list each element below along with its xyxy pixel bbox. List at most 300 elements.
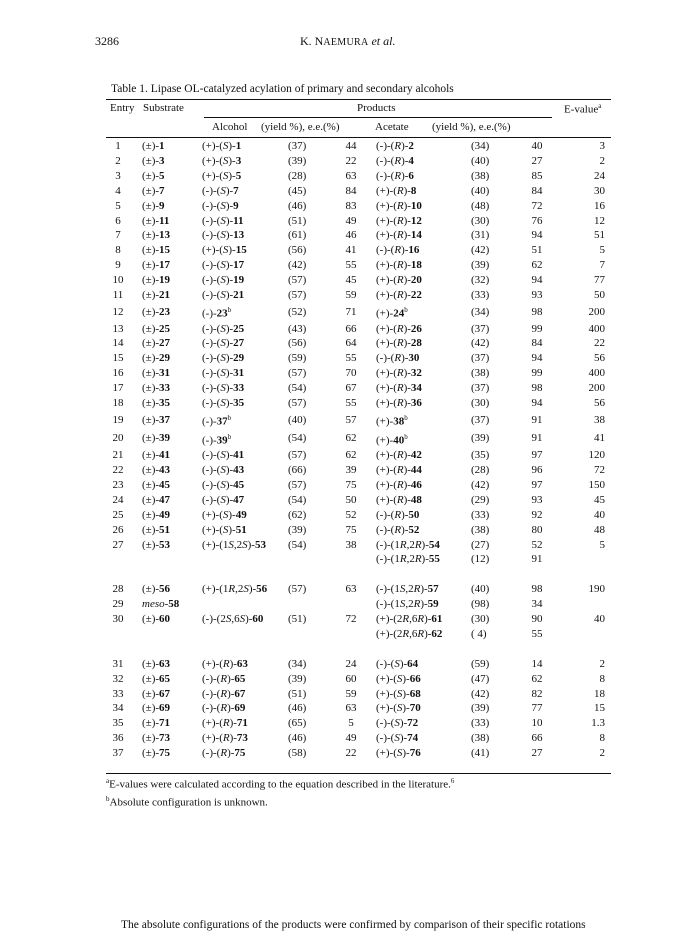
- alcohol-yield-cell: (37): [288, 140, 307, 152]
- substrate-cell: (±)-21: [142, 289, 171, 302]
- acetate-cell: $(+)-40^b$: [376, 432, 408, 447]
- acetate-yield-cell: (98): [471, 598, 490, 611]
- alcohol-yield-cell: (52): [288, 305, 307, 318]
- alcohol-cell: [202, 552, 288, 567]
- alcohol-cell: [202, 627, 288, 642]
- alcohol-yield-cell: (54): [288, 493, 307, 506]
- alcohol-ee-cell: 59: [345, 687, 357, 700]
- alcohol-cell: (-)-(S)-11: [202, 214, 244, 227]
- alcohol-cell: (-)-(R)-69: [202, 702, 246, 715]
- alcohol-yield-cell: (39): [288, 154, 307, 167]
- acetate-cell: (+)-(R)-18: [376, 259, 422, 272]
- alcohol-cell: (-)-(R)-75: [202, 747, 246, 760]
- evalue-cell: 2: [599, 154, 605, 167]
- alcohol-yield-cell: (39): [288, 672, 307, 685]
- acetate-cell: (-)-(1S,2R)-59: [376, 598, 439, 611]
- acetate-cell: (+)-(R)-44: [376, 464, 422, 476]
- alcohol-cell: (+)-(S)-1: [202, 140, 242, 152]
- acetate-cell: (-)-(S)-72: [376, 717, 419, 730]
- acetate-ee-cell: 82: [531, 687, 543, 700]
- evalue-cell: 190: [588, 583, 605, 596]
- entry-cell: 32: [112, 672, 124, 685]
- alcohol-cell: (+)-(S)-3: [202, 154, 242, 167]
- acetate-yield-cell: (38): [471, 169, 490, 182]
- substrate-cell: (±)-15: [142, 244, 171, 257]
- alcohol-ee-cell: 5: [348, 717, 354, 730]
- substrate-cell: (±)-17: [142, 259, 171, 272]
- alcohol-cell: (-)-(S)-41: [202, 449, 245, 462]
- alcohol-ee-cell: 55: [345, 397, 357, 410]
- acetate-ee-cell: 40: [531, 140, 543, 152]
- entry-cell: 30: [112, 613, 124, 626]
- alcohol-yield-cell: (46): [288, 732, 307, 745]
- header-acetate-yield-ee: (yield %), e.e.(%): [432, 121, 511, 133]
- evalue-cell: 400: [588, 322, 605, 335]
- alcohol-cell: (-)-(S)-29: [202, 352, 245, 365]
- acetate-cell: (+)-(R)-22: [376, 289, 422, 302]
- acetate-ee-cell: 90: [531, 613, 543, 626]
- header-acetate: Acetate: [375, 121, 409, 133]
- alcohol-cell: (-)-(S)-33: [202, 382, 245, 395]
- evalue-cell: 41: [594, 432, 605, 445]
- table-row: [106, 463, 611, 478]
- evalue-cell: 2: [599, 657, 605, 670]
- footnote-a-ref: 6: [450, 777, 455, 785]
- evalue-cell: 5: [599, 244, 605, 257]
- running-head-etal: et al.: [368, 34, 396, 48]
- entry-cell: 5: [115, 199, 121, 212]
- acetate-yield-cell: (42): [471, 478, 490, 491]
- table-row: [106, 411, 611, 430]
- entry-cell: 17: [112, 382, 124, 395]
- alcohol-yield-cell: [288, 552, 330, 567]
- acetate-ee-cell: 93: [531, 493, 543, 506]
- evalue-cell: 56: [594, 397, 605, 410]
- alcohol-cell: (-)-(S)-47: [202, 493, 245, 506]
- acetate-cell: (-)-(S)-74: [376, 732, 419, 745]
- evalue-cell: 24: [594, 169, 605, 182]
- acetate-cell: (+)-(R)-12: [376, 214, 422, 227]
- acetate-cell: (+)-(R)-28: [376, 337, 422, 350]
- acetate-ee-cell: 80: [531, 523, 543, 536]
- alcohol-ee-cell: 66: [345, 322, 357, 335]
- substrate-cell: meso-58: [142, 598, 180, 611]
- entry-cell: 23: [112, 478, 124, 491]
- acetate-yield-cell: (28): [471, 464, 490, 476]
- alcohol-yield-cell: (61): [288, 229, 307, 242]
- acetate-ee-cell: 98: [531, 583, 543, 596]
- alcohol-ee-cell: 41: [345, 244, 357, 257]
- alcohol-ee-cell: 64: [345, 337, 357, 350]
- substrate-cell: (±)-39: [142, 432, 171, 445]
- entry-cell: 26: [112, 523, 124, 536]
- alcohol-yield-cell: (54): [288, 538, 307, 551]
- body-text: The absolute configurations of the products were confirmed by comparison of their specific rotations: [121, 919, 586, 931]
- acetate-ee-cell: 72: [531, 199, 543, 212]
- alcohol-ee-cell: 75: [345, 478, 357, 491]
- acetate-ee-cell: 27: [531, 154, 543, 167]
- alcohol-cell: (-)-(R)-67: [202, 687, 246, 700]
- entry-cell: 21: [112, 449, 124, 462]
- acetate-cell: (+)-(R)-8: [376, 184, 417, 197]
- table-row: [106, 746, 611, 761]
- table-row: [106, 687, 611, 702]
- table-caption: Table 1. Lipase OL-catalyzed acylation of primary and secondary alcohols: [111, 83, 454, 95]
- acetate-yield-cell: (40): [471, 184, 490, 197]
- acetate-ee-cell: 98: [531, 305, 543, 318]
- evalue-cell: 15: [594, 702, 605, 715]
- acetate-ee-cell: 77: [531, 702, 543, 715]
- running-head: [300, 34, 395, 49]
- evalue-cell: 2: [599, 747, 605, 760]
- substrate-cell: (±)-47: [142, 493, 171, 506]
- header-products: Products: [357, 102, 396, 114]
- alcohol-yield-cell: (65): [288, 717, 307, 730]
- running-head-smallcaps: AEMURA: [323, 37, 369, 48]
- alcohol-ee-cell: 57: [345, 413, 357, 426]
- substrate-cell: [130, 627, 202, 642]
- alcohol-yield-cell: (57): [288, 478, 307, 491]
- acetate-cell: (+)-(S)-66: [376, 672, 421, 685]
- alcohol-ee-cell: 70: [345, 367, 357, 380]
- acetate-ee-cell: 94: [531, 352, 543, 365]
- substrate-cell: (±)-67: [142, 687, 171, 700]
- entry-cell: [106, 552, 130, 567]
- acetate-cell: (-)-(1S,2R)-57: [376, 583, 439, 596]
- entry-cell: 29: [112, 598, 124, 611]
- acetate-cell: (-)-(R)-52: [376, 523, 420, 536]
- alcohol-ee-cell: 49: [345, 214, 357, 227]
- table-row: [106, 597, 611, 612]
- footnote-a: [106, 777, 454, 791]
- alcohol-ee-cell: [330, 597, 372, 612]
- acetate-cell: (+)-(R)-26: [376, 322, 422, 335]
- entry-cell: 19: [112, 413, 124, 426]
- substrate-cell: (±)-53: [142, 538, 171, 551]
- alcohol-yield-cell: (66): [288, 464, 307, 476]
- acetate-ee-cell: 97: [531, 449, 543, 462]
- evalue-cell: 18: [594, 687, 605, 700]
- table-row: [106, 448, 611, 463]
- entry-cell: 8: [115, 244, 121, 257]
- alcohol-ee-cell: 60: [345, 672, 357, 685]
- alcohol-cell: (+)-(S)-51: [202, 523, 247, 536]
- entry-cell: 18: [112, 397, 124, 410]
- substrate-cell: (±)-13: [142, 229, 171, 242]
- header-alcohol: Alcohol: [212, 121, 248, 133]
- header-entry: Entry: [110, 102, 135, 114]
- acetate-yield-cell: (59): [471, 657, 490, 670]
- evalue-cell: 38: [594, 413, 605, 426]
- alcohol-yield-cell: (42): [288, 259, 307, 272]
- acetate-cell: (+)-(2R,6R)-61: [376, 613, 443, 626]
- substrate-cell: (±)-73: [142, 732, 171, 745]
- evalue-cell: 50: [594, 289, 605, 302]
- acetate-ee-cell: 91: [531, 553, 543, 566]
- entry-cell: 2: [115, 154, 121, 167]
- alcohol-cell: (-)-(S)-25: [202, 322, 245, 335]
- alcohol-cell: (+)-(R)-63: [202, 657, 248, 670]
- substrate-cell: (±)-37: [142, 413, 171, 426]
- alcohol-cell: (-)-(S)-45: [202, 478, 245, 491]
- header-evalue-label: E-value: [564, 103, 599, 116]
- alcohol-cell: (+)-(1R,2S)-56: [202, 583, 268, 596]
- acetate-cell: (+)-(R)-48: [376, 493, 422, 506]
- evalue-cell: 12: [594, 214, 605, 227]
- row-spacer-cell: [106, 567, 611, 582]
- entry-cell: 33: [112, 687, 124, 700]
- running-head-initial: K. N: [300, 34, 324, 48]
- evalue-cell: 72: [594, 464, 605, 476]
- acetate-ee-cell: 91: [531, 432, 543, 445]
- acetate-ee-cell: 84: [531, 184, 543, 197]
- table-row: [106, 493, 611, 508]
- acetate-ee-cell: 10: [531, 717, 543, 730]
- evalue-cell: 1.3: [591, 717, 605, 730]
- acetate-cell: (+)-(R)-36: [376, 397, 422, 410]
- acetate-yield-cell: (42): [471, 337, 490, 350]
- alcohol-cell: (-)-(S)-35: [202, 397, 245, 410]
- alcohol-yield-cell: (46): [288, 702, 307, 715]
- acetate-yield-cell: (33): [471, 508, 490, 521]
- substrate-cell: (±)-75: [142, 747, 171, 760]
- acetate-yield-cell: (34): [471, 140, 490, 152]
- entry-cell: 14: [112, 337, 124, 350]
- table-row: [106, 701, 611, 716]
- alcohol-cell: (-)-(R)-65: [202, 672, 246, 685]
- acetate-cell: (+)-(R)-34: [376, 382, 422, 395]
- entry-cell: 6: [115, 214, 121, 227]
- table-row: [106, 396, 611, 411]
- alcohol-yield-cell: (51): [288, 687, 307, 700]
- alcohol-ee-cell: 44: [345, 140, 357, 152]
- data-table-body: [106, 139, 611, 761]
- entry-cell: 24: [112, 493, 124, 506]
- entry-cell: 9: [115, 259, 121, 272]
- acetate-yield-cell: (40): [471, 154, 490, 167]
- entry-cell: 36: [112, 732, 124, 745]
- table-row: [106, 154, 611, 169]
- table-row: [106, 258, 611, 273]
- table-row: [106, 322, 611, 337]
- header-bottom-rule: [106, 137, 611, 138]
- table-row: [106, 303, 611, 322]
- table-row: [106, 366, 611, 381]
- acetate-yield-cell: (38): [471, 367, 490, 380]
- acetate-cell: (-)-(R)-16: [376, 244, 420, 257]
- alcohol-cell: (+)-(S)-49: [202, 508, 247, 521]
- acetate-yield-cell: (29): [471, 493, 490, 506]
- table-row: [106, 139, 611, 154]
- alcohol-ee-cell: 49: [345, 732, 357, 745]
- alcohol-yield-cell: (39): [288, 523, 307, 536]
- acetate-ee-cell: 76: [531, 214, 543, 227]
- table-row: [106, 731, 611, 746]
- footnote-b: [106, 795, 268, 809]
- acetate-cell: (-)-(R)-2: [376, 140, 414, 152]
- evalue-cell: 16: [594, 199, 605, 212]
- acetate-yield-cell: (34): [471, 305, 490, 318]
- alcohol-ee-cell: [330, 627, 372, 642]
- substrate-cell: (±)-3: [142, 154, 165, 167]
- entry-cell: 34: [112, 702, 124, 715]
- acetate-yield-cell: (32): [471, 274, 490, 287]
- entry-cell: 25: [112, 508, 124, 521]
- alcohol-cell: (-)-(S)-43: [202, 464, 245, 476]
- table-row: [106, 214, 611, 229]
- acetate-yield-cell: (33): [471, 289, 490, 302]
- entry-cell: 31: [112, 657, 124, 670]
- footnote-a-mark: a: [106, 777, 110, 785]
- row-spacer-cell: [106, 642, 611, 657]
- alcohol-ee-cell: 55: [345, 352, 357, 365]
- alcohol-ee-cell: 84: [345, 184, 357, 197]
- substrate-cell: (±)-33: [142, 382, 171, 395]
- substrate-cell: [130, 552, 202, 567]
- acetate-yield-cell: (37): [471, 322, 490, 335]
- alcohol-ee-cell: 62: [345, 449, 357, 462]
- evalue-cell: 3: [599, 140, 605, 152]
- alcohol-cell: (-)-(S)-17: [202, 259, 245, 272]
- entry-cell: 3: [115, 169, 121, 182]
- footnote-b-mark: b: [106, 795, 110, 803]
- header-evalue-mark: a: [598, 102, 602, 110]
- table-row: [106, 627, 611, 642]
- evalue-cell: 8: [599, 672, 605, 685]
- evalue-cell: 77: [594, 274, 605, 287]
- entry-cell: 35: [112, 717, 124, 730]
- alcohol-yield-cell: (45): [288, 184, 307, 197]
- alcohol-ee-cell: 62: [345, 432, 357, 445]
- alcohol-yield-cell: (43): [288, 322, 307, 335]
- table-row: [106, 184, 611, 199]
- table-row: [106, 288, 611, 303]
- entry-cell: 11: [112, 289, 124, 302]
- alcohol-yield-cell: (46): [288, 199, 307, 212]
- entry-cell: 13: [112, 322, 124, 335]
- alcohol-cell: (-)-(S)-27: [202, 337, 245, 350]
- alcohol-ee-cell: 24: [345, 657, 357, 670]
- acetate-ee-cell: 55: [531, 627, 543, 640]
- alcohol-yield-cell: [288, 627, 330, 642]
- acetate-cell: (-)-(R)-6: [376, 169, 414, 182]
- substrate-cell: (±)-49: [142, 508, 171, 521]
- alcohol-ee-cell: 55: [345, 259, 357, 272]
- evalue-cell: 40: [594, 613, 605, 626]
- acetate-cell: (+)-(S)-68: [376, 687, 421, 700]
- alcohol-ee-cell: 45: [345, 274, 357, 287]
- data-table: [106, 139, 611, 761]
- substrate-cell: (±)-56: [142, 583, 171, 596]
- alcohol-cell: (-)-(S)-13: [202, 229, 245, 242]
- alcohol-ee-cell: 83: [345, 199, 357, 212]
- alcohol-yield-cell: (59): [288, 352, 307, 365]
- alcohol-cell: (+)-(1S,2S)-53: [202, 538, 266, 551]
- alcohol-ee-cell: 63: [345, 583, 357, 596]
- acetate-yield-cell: (39): [471, 702, 490, 715]
- table-row: [106, 612, 611, 627]
- alcohol-ee-cell: 59: [345, 289, 357, 302]
- table-row: [106, 657, 611, 672]
- acetate-yield-cell: ( 4): [471, 627, 487, 640]
- alcohol-ee-cell: 52: [345, 508, 357, 521]
- substrate-cell: (±)-29: [142, 352, 171, 365]
- evalue-cell: 51: [594, 229, 605, 242]
- evalue-cell: 40: [594, 508, 605, 521]
- evalue-cell: 48: [594, 523, 605, 536]
- substrate-cell: (±)-60: [142, 613, 171, 626]
- acetate-cell: (+)-(R)-14: [376, 229, 422, 242]
- alcohol-ee-cell: 22: [345, 154, 357, 167]
- entry-cell: 22: [112, 464, 124, 476]
- table-row: [106, 228, 611, 243]
- acetate-ee-cell: 96: [531, 464, 543, 476]
- acetate-cell: (+)-(R)-32: [376, 367, 422, 380]
- entry-cell: 20: [112, 432, 124, 445]
- alcohol-cell: (-)-(2S,6S)-60: [202, 613, 264, 626]
- footnote-b-text: Absolute configuration is unknown.: [109, 796, 268, 809]
- acetate-ee-cell: 99: [531, 322, 543, 335]
- entry-cell: 27: [112, 538, 124, 551]
- row-spacer: [106, 642, 611, 657]
- acetate-ee-cell: 97: [531, 478, 543, 491]
- row-spacer: [106, 567, 611, 582]
- alcohol-yield-cell: [288, 597, 330, 612]
- entry-cell: 15: [112, 352, 124, 365]
- table-row: [106, 199, 611, 214]
- acetate-ee-cell: 93: [531, 289, 543, 302]
- evalue-cell: 5: [599, 538, 605, 551]
- alcohol-cell: (-)-(S)-31: [202, 367, 245, 380]
- substrate-cell: (±)-35: [142, 397, 171, 410]
- evalue-cell: 30: [594, 184, 605, 197]
- acetate-cell: (+)-(R)-10: [376, 199, 422, 212]
- table-bottom-rule: [106, 773, 611, 774]
- acetate-yield-cell: (39): [471, 259, 490, 272]
- header-substrate: Substrate: [143, 102, 184, 114]
- entry-cell: 37: [112, 747, 124, 760]
- table-row: [106, 716, 611, 731]
- acetate-yield-cell: (37): [471, 352, 490, 365]
- entry-cell: 10: [112, 274, 124, 287]
- acetate-cell: (+)-(R)-42: [376, 449, 422, 462]
- acetate-cell: (+)-(R)-46: [376, 478, 422, 491]
- evalue-cell: 7: [599, 259, 605, 272]
- acetate-yield-cell: (38): [471, 523, 490, 536]
- alcohol-yield-cell: (54): [288, 432, 307, 445]
- alcohol-cell: (+)-(S)-15: [202, 244, 247, 257]
- substrate-cell: (±)-65: [142, 672, 171, 685]
- alcohol-yield-cell: (57): [288, 397, 307, 410]
- table-row: [106, 336, 611, 351]
- acetate-cell: (-)-(R)-30: [376, 352, 420, 365]
- acetate-cell: (-)-(R)-4: [376, 154, 414, 167]
- acetate-ee-cell: 52: [531, 538, 543, 551]
- table-row: [106, 351, 611, 366]
- alcohol-ee-cell: 22: [345, 747, 357, 760]
- evalue-cell: 120: [588, 449, 605, 462]
- substrate-cell: (±)-31: [142, 367, 171, 380]
- alcohol-ee-cell: 46: [345, 229, 357, 242]
- alcohol-ee-cell: 72: [345, 613, 357, 626]
- entry-cell: 16: [112, 367, 124, 380]
- substrate-cell: (±)-25: [142, 322, 171, 335]
- header-evalue: [564, 102, 601, 116]
- acetate-yield-cell: (27): [471, 538, 490, 551]
- table-row: [106, 523, 611, 538]
- table-row: [106, 538, 611, 553]
- alcohol-yield-cell: (57): [288, 367, 307, 380]
